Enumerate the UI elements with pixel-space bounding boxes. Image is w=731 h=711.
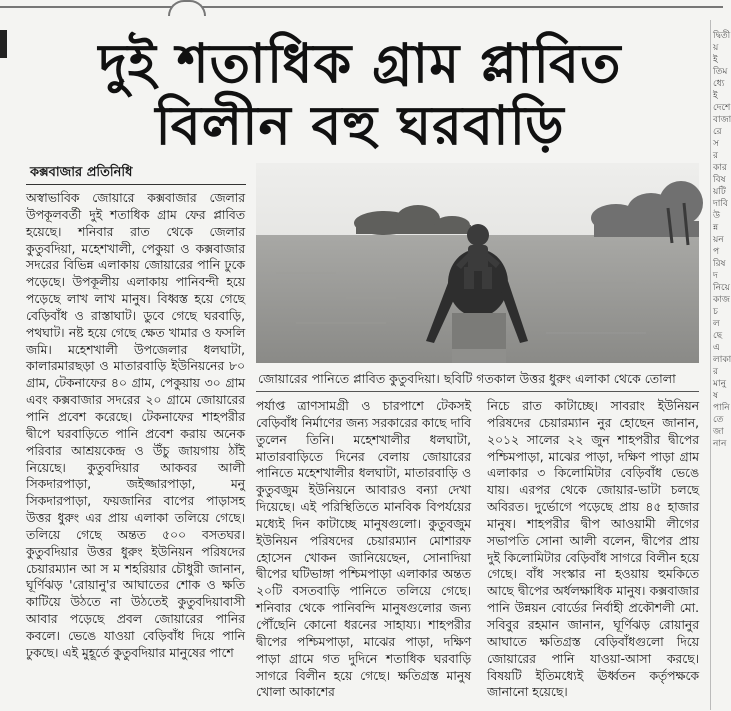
- article-text-col1: অস্বাভাবিক জোয়ারে কক্সবাজার জেলার উপকূলবর্তী দুই শতাধিক গ্রাম ফের প্লাবিত হয়েছে। শনিবার রাত থেকে জেলার কুতুবদিয়া, মহেশখালী, পেকুয়া ও কক্সবাজার সদরের বিভিন্ন এলাকায় জোয়ারের পানি ঢুকে পড়েছে। উপকূলীয় এলাকায় পানিবন্দী হয়ে পড়েছে লাখ লাখ মানুষ। বিধ্বস্ত হয়ে গেছে বেড়িবাঁধ ও রাস্তাঘাট। ডুবে গেছে ঘরবাড়ি, পথঘাট। নষ্ট হয়ে গেছে ক্ষেত খামার ও ফসলি জমি। মহেশখালী উপজেলার ধলঘাটা, কালারমারছড়া ও মাতারবাড়ি ইউনিয়নের ৮০ গ্রাম, টেকনাফের ৪০ গ্রাম, পেকুয়ায় ৩০ গ্রাম এবং কক্সবাজার সদরের ২০ গ্রামে জোয়ারের পানি প্রবেশ করেছে। টেকনাফের শাহপরীর দ্বীপে ঘরবাড়িতে পানি প্রবেশ করায় অনেক পরিবার আশ্রয়কেন্দ্র ও উঁচু জায়গায় ঠাঁই নিয়েছে। কুতুবদিয়ার আকবর আলী সিকদারপাড়া, জইজ্জারপাড়া, মনু সিকদারপাড়া, ফয়জানির বাপের পাড়াসহ উত্তর ধুরুং এর প্রায় এলাকা তলিয়ে গেছে। তলিয়ে গেছে অন্তত ৫০০ বসতঘর। কুতুবদিয়ার উত্তর ধুরুং ইউনিয়ন পরিষদের চেয়ারম্যান আ স ম শহরিয়ার চৌধুরী জানান, ঘূর্ণিঝড় 'রোয়ানু'র আঘাতের শোক ও ক্ষতি কাটিয়ে উঠতে না উঠতেই কুতুবদিয়াবাসী আবার পড়েছে প্রবল জোয়ারের পানির কবলে। ভেঙে যাওয়া বেড়িবাঁধ দিয়ে পানি ঢুকছে। এই মুহূর্তে কুতুবদিয়ার মানুষের পাশে: [26, 191, 245, 660]
- left-edge-mark: [0, 30, 7, 58]
- article-text-col3: নিচে রাত কাটাচ্ছে। সাবরাং ইউনিয়ন পরিষদের চেয়ারম্যান নুর হোছেন জানান, ২০১২ সালের ২২ জুন শাহপরীর দ্বীপের পশ্চিমপাড়া, মাঝের পাড়া, দক্ষিণ পাড়া গ্রাম এলাকার ৩ কিলোমিটার বেড়িবাঁধ ভেঙে যায়। এরপর থেকে জোয়ার-ভাটা চলছে অবিরত। দুর্ভোগে পড়েছে প্রায় ৪৫ হাজার মানুষ। শাহপরীর দ্বীপ আওয়ামী লীগের সভাপতি সোনা আলী বলেন, দ্বীপের প্রায় দুই কিলোমিটার বেড়িবাঁধ সাগরে বিলীন হয়ে গেছে। বাঁধ সংস্কার না হওয়ায় হুমকিতে আছে দ্বীপের অর্ধলক্ষাধিক মানুষ। কক্সবাজার পানি উন্নয়ন বোর্ডের নির্বাহী প্রকৌশলী মো. সবিবুর রহমান জানান, ঘূর্ণিঝড় রোয়ানুর আঘাতে ক্ষতিগ্রস্ত বেড়িবাঁধগুলো দিয়ে জোয়ারের পানি যাওয়া-আসা করছে। বিষয়টি ইতিমধ্যেই ঊর্ধ্বতন কর্তৃপক্ষকে জানানো হয়েছে।: [487, 399, 699, 700]
- headline-line-2: বিলীন বহু ঘরবাড়ি: [155, 94, 565, 157]
- flood-photo-image: [256, 163, 699, 363]
- caption-rule: [256, 391, 699, 392]
- headline-line-1: দুই শতাধিক গ্রাম প্লাবিত: [98, 32, 622, 95]
- page-tab-marker: [168, 0, 206, 16]
- adjacent-column-fragment: দ্বিতীয় ইতিমধ্যেই দেশে বাজারে সরকার বিষয়টি দাবি উন্নয়ন পরিষদ নিয়ে কাজ চলছে এলাকার মানুষ পানিতে জানান: [713, 31, 731, 449]
- article-column-2: [256, 398, 471, 708]
- article-text-col2: পর্যাপ্ত ত্রাণসামগ্রী ও চারপাশে টেকসই বেড়িবাঁধ নির্মাণের জন্য সরকারের কাছে দাবি তুলেন তিনি। মহেশখালীর ধলঘাটা, মাতারবাড়িতে দিনের বেলায় জোয়ারের পানিতে মহেশখালীর ধলঘাটা, মাতারবাড়ি ও কুতুবজুম ইউনিয়নে আবারও বন্যা দেখা দিয়েছে। এই পরিস্থিতিতে মানবিক বিপর্যয়ের মধ্যেই দিন কাটাচ্ছে মানুষগুলো। কুতুবজুম ইউনিয়ন পরিষদের চেয়ারম্যান মোশারফ হোসেন খোকন জানিয়েছেন, সোনাদিয়া দ্বীপের ঘটিভাঙ্গা পশ্চিমপাড়া এলাকার অন্তত ২০টি বসতবাড়ি পানিতে তলিয়ে গেছে। শনিবার থেকে পানিবন্দি মানুষগুলোর জন্য পৌঁছেনি কোনো ধরনের সাহায্য। শাহপরীর দ্বীপের পশ্চিমপাড়া, মাঝের পাড়া, দক্ষিণ পাড়া গ্রামে গত দুদিনে শতাধিক ঘরবাড়ি সাগরে বিলীন হয়ে গেছে। ক্ষতিগ্রস্ত মানুষ খোলা আকাশের: [256, 399, 471, 700]
- byline: কক্সবাজার প্রতিনিধি: [30, 165, 133, 180]
- article-column-1: [26, 190, 245, 708]
- byline-rule: [26, 184, 246, 185]
- article-column-3: [487, 398, 699, 708]
- page-top-rule: [0, 6, 723, 8]
- photo-caption: জোয়ারের পানিতে প্লাবিত কুতুবদিয়া। ছবিটি গতকাল উত্তর ধুরুং এলাকা থেকে তোলা: [258, 371, 676, 386]
- flood-photo: [256, 163, 699, 363]
- column-divider: [710, 20, 711, 710]
